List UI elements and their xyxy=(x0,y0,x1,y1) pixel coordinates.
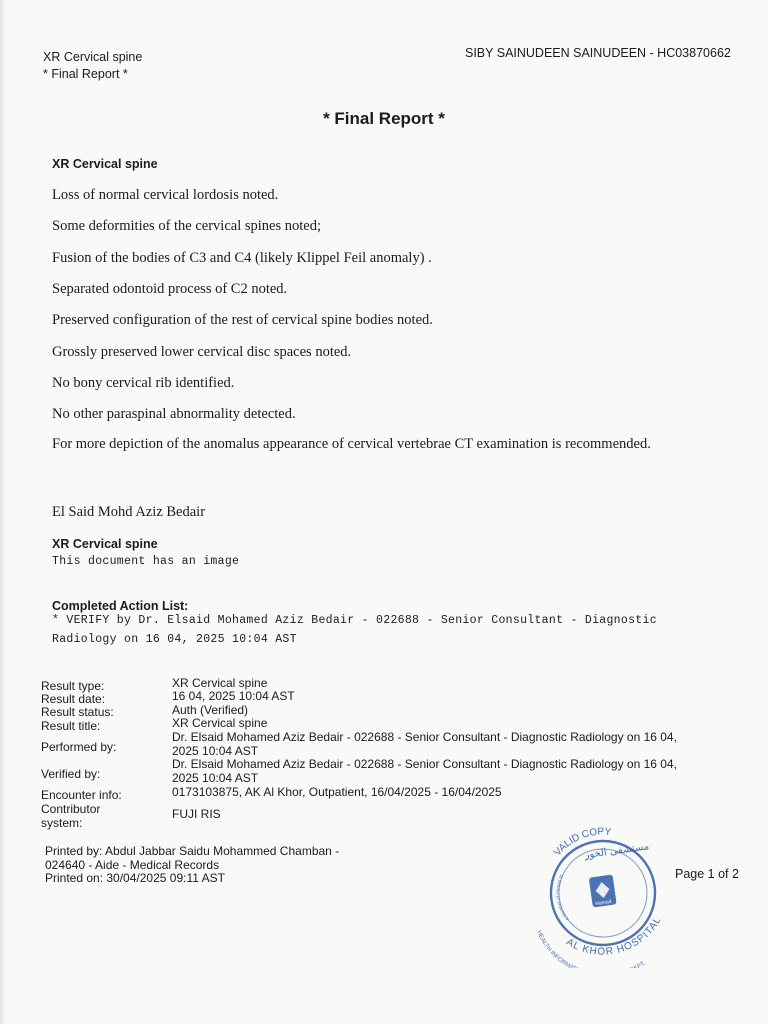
result-title-label: Result title: xyxy=(41,719,101,733)
action-list-title: Completed Action List: xyxy=(52,599,189,613)
stamp-bottom-text: AL KHOR HOSPITAL xyxy=(564,914,664,958)
finding-item: Separated odontoid process of C2 noted. xyxy=(52,281,288,297)
result-type-label: Result type: xyxy=(41,679,105,693)
verified-by-value-cont: 2025 10:04 AST xyxy=(172,771,259,785)
performed-by-value: Dr. Elsaid Mohamed Aziz Bedair - 022688 - Senior Consultant - Diagnostic Radiology on 16 04, xyxy=(172,730,677,744)
result-date-value: 16 04, 2025 10:04 AST xyxy=(172,689,295,703)
verified-by-value: Dr. Elsaid Mohamed Aziz Bedair - 022688 - Senior Consultant - Diagnostic Radiology on 16 04, xyxy=(172,757,677,771)
finding-item: No other paraspinal abnormality detected. xyxy=(52,406,296,422)
image-note: This document has an image xyxy=(52,555,240,568)
finding-item: Some deformities of the cervical spines noted; xyxy=(52,218,321,234)
header-patient: SIBY SAINUDEEN SAINUDEEN - HC03870662 xyxy=(465,46,731,60)
stamp-dept-text: HEALTH INFORMATION DEPT. xyxy=(535,930,648,968)
result-status-label: Result status: xyxy=(41,705,114,719)
finding-item: Loss of normal cervical lordosis noted. xyxy=(52,187,279,203)
contributor-value: FUJI RIS xyxy=(172,807,221,821)
finding-item: Preserved configuration of the rest of cervical spine bodies noted. xyxy=(52,312,433,328)
section-title: XR Cervical spine xyxy=(52,157,158,171)
verified-by-label: Verified by: xyxy=(41,767,101,781)
signer-name: El Said Mohd Aziz Bedair xyxy=(52,504,206,520)
stamp-top-text: VALID COPY xyxy=(552,826,612,859)
printed-on: Printed on: 30/04/2025 09:11 AST xyxy=(45,871,225,885)
printed-by-cont: 024640 - Aide - Medical Records xyxy=(45,858,220,872)
finding-item: Fusion of the bodies of C3 and C4 (likely Klippel Feil anomaly) . xyxy=(52,250,432,266)
contributor-label: Contributor xyxy=(41,802,101,816)
performed-by-value-cont: 2025 10:04 AST xyxy=(172,744,259,758)
finding-item: Grossly preserved lower cervical disc spaces noted. xyxy=(52,344,352,360)
report-title: * Final Report * xyxy=(323,109,445,128)
printed-by: Printed by: Abdul Jabbar Saidu Mohammed Chamban - xyxy=(45,844,340,858)
stamp-logo-text: Hamad xyxy=(595,898,612,908)
action-list-line: Radiology on 16 04, 2025 10:04 AST xyxy=(52,633,297,646)
encounter-label: Encounter info: xyxy=(41,788,122,802)
result-title-value: XR Cervical spine xyxy=(172,716,268,730)
scan-edge xyxy=(0,0,6,1024)
encounter-value: 0173103875, AK Al Khor, Outpatient, 16/04/2025 - 16/04/2025 xyxy=(172,785,502,799)
valid-copy-stamp xyxy=(528,818,678,968)
contributor-label-cont: system: xyxy=(41,816,83,830)
stamp-seal-icon xyxy=(528,818,678,968)
action-list-line: * VERIFY by Dr. Elsaid Mohamed Aziz Bedair - 022688 - Senior Consultant - Diagnostic xyxy=(52,614,657,627)
performed-by-label: Performed by: xyxy=(41,740,117,754)
stamp-arabic-text: مستشفى الخور xyxy=(583,841,650,862)
finding-item: For more depiction of the anomalus appearance of cervical vertebrae CT examination is recommended. xyxy=(52,436,651,452)
result-type-value: XR Cervical spine xyxy=(172,676,268,690)
result-status-value: Auth (Verified) xyxy=(172,703,249,717)
page-number: Page 1 of 2 xyxy=(675,867,739,881)
stamp-inner-text: A Member of Hamad Medical xyxy=(554,873,571,922)
result-date-label: Result date: xyxy=(41,692,106,706)
header-status: * Final Report * xyxy=(43,67,128,81)
section-title: XR Cervical spine xyxy=(52,537,158,551)
header-exam: XR Cervical spine xyxy=(43,50,143,64)
finding-item: No bony cervical rib identified. xyxy=(52,375,235,391)
